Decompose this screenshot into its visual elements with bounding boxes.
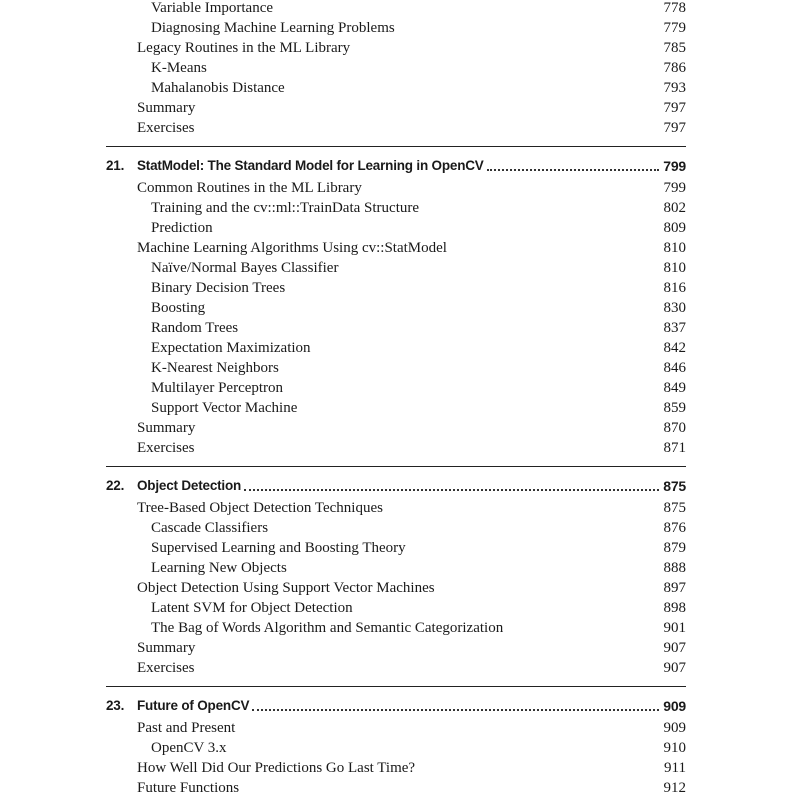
page-number: 909 [659, 696, 686, 716]
entry-title: Boosting [151, 300, 206, 316]
entry-title: Summary [137, 420, 196, 436]
toc-entry-summary[interactable] [0, 98, 800, 118]
toc-entry-legacy-routines-in-the-ml-library[interactable] [0, 38, 800, 58]
toc-entry-exercises[interactable] [0, 438, 800, 458]
toc-entry-exercises[interactable] [0, 118, 800, 138]
page-number: 897 [663, 580, 686, 596]
toc-entry-object-detection-using-support-vector-machines[interactable] [0, 578, 800, 598]
page-number: 797 [663, 100, 686, 116]
entry-title: Diagnosing Machine Learning Problems [151, 20, 395, 36]
entry-title: Future Functions [137, 780, 240, 796]
toc-entry-learning-new-objects[interactable] [0, 558, 800, 578]
toc-entry-prediction[interactable] [0, 218, 800, 238]
entry-title: Object Detection Using Support Vector Machines [137, 580, 435, 596]
toc-entry-past-and-present[interactable] [0, 718, 800, 738]
dot-leader [244, 489, 659, 491]
page-number: 871 [663, 440, 686, 456]
toc-entry-common-routines-in-the-ml-library[interactable] [0, 178, 800, 198]
page-number: 849 [663, 380, 686, 396]
page-number: 830 [663, 300, 686, 316]
toc-entry-summary[interactable] [0, 638, 800, 658]
entry-title: Summary [137, 100, 196, 116]
toc-entry-supervised-learning-and-boosting-theory[interactable] [0, 538, 800, 558]
entry-title: Common Routines in the ML Library [137, 180, 362, 196]
dot-leader [487, 169, 659, 171]
chapter-number: 22. [106, 478, 125, 493]
toc-entry-cascade-classifiers[interactable] [0, 518, 800, 538]
entry-title: Binary Decision Trees [151, 280, 286, 296]
entry-title: Exercises [137, 120, 195, 136]
entry-title: Multilayer Perceptron [151, 380, 284, 396]
toc-entry-support-vector-machine[interactable] [0, 398, 800, 418]
page-number: 907 [663, 640, 686, 656]
page-number: 846 [663, 360, 686, 376]
toc-entry-machine-learning-algorithms-using-cv-statmodel[interactable] [0, 238, 800, 258]
toc-entry-summary[interactable] [0, 418, 800, 438]
toc-chapter-object-detection[interactable] [0, 476, 800, 496]
toc-entry-exercises[interactable] [0, 658, 800, 678]
chapter-title: StatModel: The Standard Model for Learning in OpenCV [137, 156, 487, 176]
page-number: 888 [663, 560, 686, 576]
entry-title: Learning New Objects [151, 560, 287, 576]
entry-title: Mahalanobis Distance [151, 80, 285, 96]
entry-title: Support Vector Machine [151, 400, 298, 416]
dot-leader [252, 709, 659, 711]
page-number: 810 [663, 240, 686, 256]
chapter-number: 23. [106, 698, 125, 713]
page-number: 907 [663, 660, 686, 676]
page-number: 810 [663, 260, 686, 276]
toc-entry-tree-based-object-detection-techniques[interactable] [0, 498, 800, 518]
entry-title: Exercises [137, 660, 195, 676]
page-number: 778 [663, 0, 686, 16]
toc-entry-random-trees[interactable] [0, 318, 800, 338]
entry-title: The Bag of Words Algorithm and Semantic Categorization [151, 620, 504, 636]
toc-entry-diagnosing-machine-learning-problems[interactable] [0, 18, 800, 38]
toc-chapter-future-of-opencv[interactable] [0, 696, 800, 716]
chapter-title: Object Detection [137, 476, 244, 496]
page-number: 879 [663, 540, 686, 556]
entry-title: K-Nearest Neighbors [151, 360, 279, 376]
page-number: 912 [663, 780, 686, 796]
entry-title: Latent SVM for Object Detection [151, 600, 353, 616]
chapter-title: Future of OpenCV [137, 696, 252, 716]
entry-title: K-Means [151, 60, 207, 76]
entry-title: Exercises [137, 440, 195, 456]
page-number: 786 [663, 60, 686, 76]
page-number: 875 [659, 476, 686, 496]
page-number: 842 [663, 340, 686, 356]
toc-entry-opencv-3-x[interactable] [0, 738, 800, 758]
page-number: 802 [663, 200, 686, 216]
entry-title: Prediction [151, 220, 213, 236]
entry-title: How Well Did Our Predictions Go Last Time? [137, 760, 416, 776]
entry-title: Training and the cv::ml::TrainData Structure [151, 200, 420, 216]
page-number: 875 [663, 500, 686, 516]
toc-entry-variable-importance[interactable] [0, 0, 800, 18]
toc-entry-latent-svm-for-object-detection[interactable] [0, 598, 800, 618]
toc-entry-na-ve-normal-bayes-classifier[interactable] [0, 258, 800, 278]
page-number: 870 [663, 420, 686, 436]
entry-title: Legacy Routines in the ML Library [137, 40, 351, 56]
toc-entry-binary-decision-trees[interactable] [0, 278, 800, 298]
entry-title: Naïve/Normal Bayes Classifier [151, 260, 339, 276]
page-number: 859 [663, 400, 686, 416]
toc-entry-k-nearest-neighbors[interactable] [0, 358, 800, 378]
page-number: 910 [663, 740, 686, 756]
page-number: 898 [663, 600, 686, 616]
page-number: 909 [663, 720, 686, 736]
chapter-number: 21. [106, 158, 125, 173]
page-number: 809 [663, 220, 686, 236]
toc-entry-the-bag-of-words-algorithm-and-semantic-categorization[interactable] [0, 618, 800, 638]
page-number: 911 [664, 760, 686, 776]
toc-entry-future-functions[interactable] [0, 778, 800, 798]
toc-entry-k-means[interactable] [0, 58, 800, 78]
toc-entry-multilayer-perceptron[interactable] [0, 378, 800, 398]
entry-title: Cascade Classifiers [151, 520, 269, 536]
page-number: 901 [663, 620, 686, 636]
entry-title: Past and Present [137, 720, 236, 736]
entry-title: Supervised Learning and Boosting Theory [151, 540, 406, 556]
chapter-divider [106, 686, 686, 687]
page-number: 876 [663, 520, 686, 536]
toc-entry-expectation-maximization[interactable] [0, 338, 800, 358]
page-number: 837 [663, 320, 686, 336]
entry-title: Variable Importance [151, 0, 274, 16]
entry-title: Machine Learning Algorithms Using cv::StatModel [137, 240, 447, 256]
page-number: 797 [663, 120, 686, 136]
page-number: 779 [663, 20, 686, 36]
page-number: 793 [663, 80, 686, 96]
page-number: 785 [663, 40, 686, 56]
toc-entry-boosting[interactable] [0, 298, 800, 318]
page-number: 799 [663, 180, 686, 196]
entry-title: OpenCV 3.x [151, 740, 227, 756]
toc-entry-mahalanobis-distance[interactable] [0, 78, 800, 98]
entry-title: Tree-Based Object Detection Techniques [137, 500, 383, 516]
entry-title: Expectation Maximization [151, 340, 311, 356]
page-number: 799 [659, 156, 686, 176]
page-number: 816 [663, 280, 686, 296]
toc-entry-how-well-did-our-predictions-go-last-time[interactable] [0, 758, 800, 778]
toc-chapter-statmodel-the-standard-model-for-learning-in-opencv[interactable] [0, 156, 800, 176]
entry-title: Random Trees [151, 320, 239, 336]
toc-entry-training-and-the-cv-ml-traindata-structure[interactable] [0, 198, 800, 218]
entry-title: Summary [137, 640, 196, 656]
chapter-divider [106, 146, 686, 147]
chapter-divider [106, 466, 686, 467]
